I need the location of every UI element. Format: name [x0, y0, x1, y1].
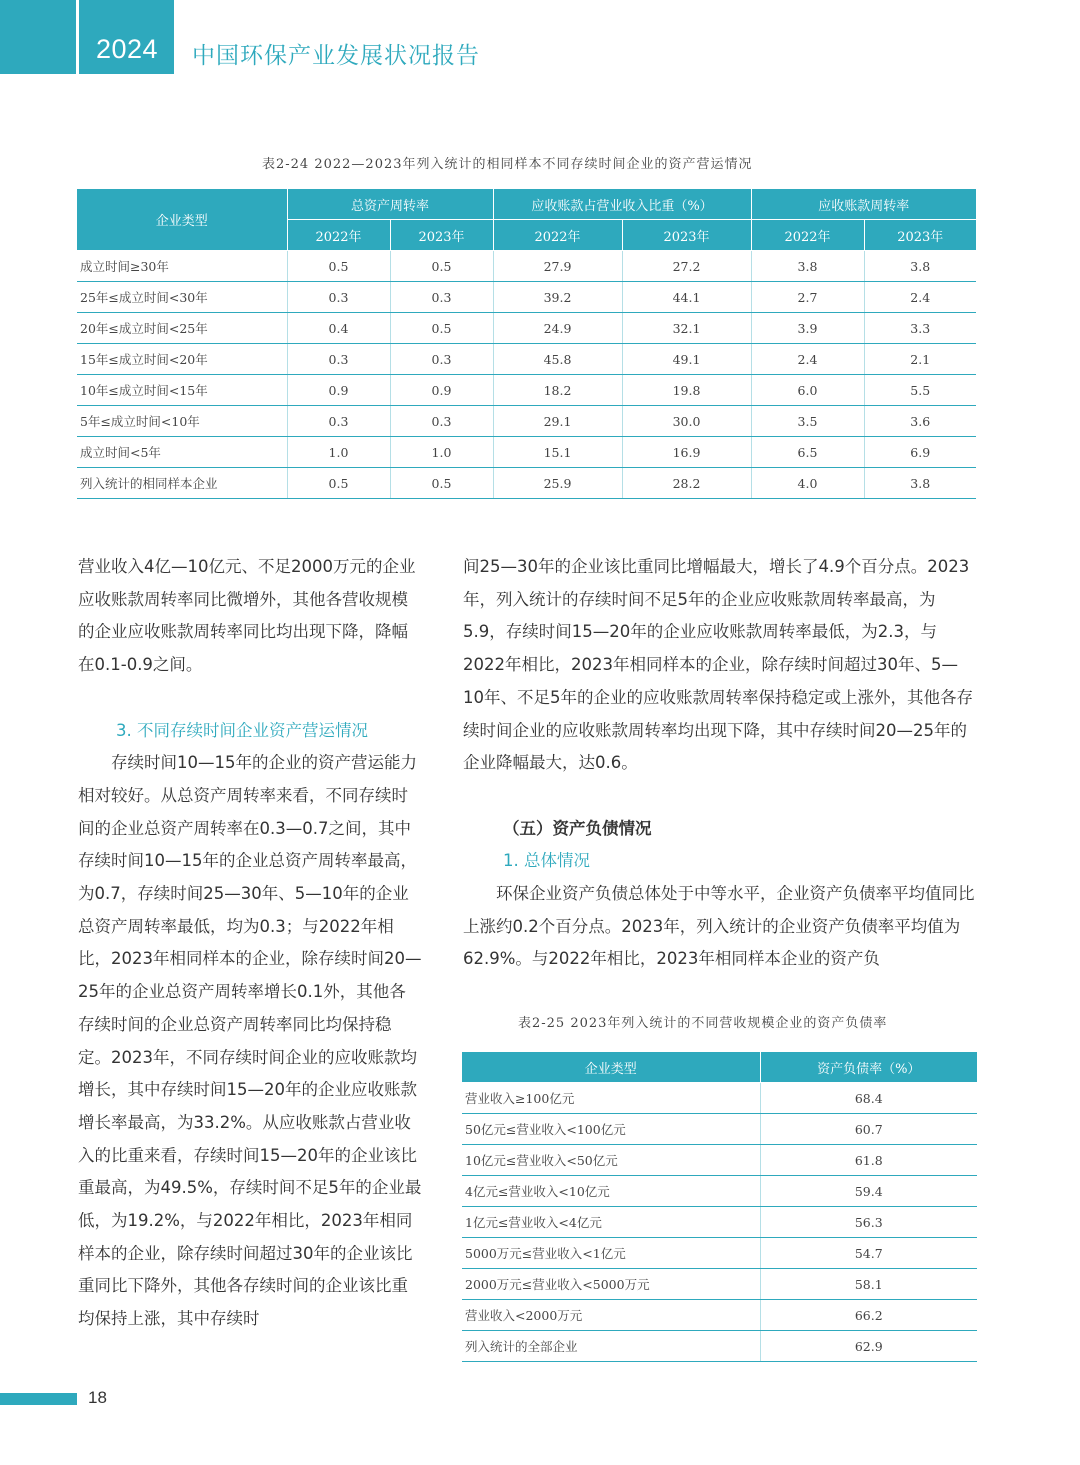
table1-group-header: 应收账款占营业收入比重（%）	[493, 189, 751, 220]
cell: 0.9	[390, 375, 493, 406]
table-row	[462, 1114, 977, 1145]
cell: 66.2	[760, 1300, 977, 1331]
right-column	[463, 551, 977, 976]
cell: 24.9	[493, 313, 622, 344]
row-label: 50亿元≤营业收入<100亿元	[462, 1114, 760, 1145]
cell: 0.5	[287, 251, 390, 282]
cell: 3.5	[751, 406, 864, 437]
cell: 0.5	[390, 251, 493, 282]
body-paragraph: 间25—30年的企业该比重同比增幅最大，增长了4.9个百分点。2023年，列入统计的存续时间不足5年的企业应收账款周转率最高，为5.9，存续时间15—20年的企业应收账款周转率最低，为2.3，与2022年相比，2023年相同样本的企业，除存续时间超过30年、5—10年、不足5年的企业的应收账款周转率保持稳定或上涨外，其他各存续时间企业的应收账款周转率均出现下降，其中存续时间20—25年的企业降幅最大，达0.6。	[463, 557, 973, 773]
row-label: 成立时间<5年	[77, 437, 287, 468]
left-column	[78, 551, 422, 1336]
body-paragraph: 环保企业资产负债总体处于中等水平，企业资产负债率平均值同比上涨约0.2个百分点。2023年，列入统计的企业资产负债率平均值为62.9%。与2022年相比，2023年相同样本企业的资产负	[463, 884, 975, 969]
row-label: 5年≤成立时间<10年	[77, 406, 287, 437]
table1-year-header: 2023年	[390, 220, 493, 251]
row-label: 营业收入<2000万元	[462, 1300, 760, 1331]
table2	[462, 1052, 977, 1362]
row-label: 列入统计的全部企业	[462, 1331, 760, 1362]
footer-bar	[0, 1393, 77, 1405]
table-row	[462, 1331, 977, 1362]
cell: 3.8	[864, 251, 976, 282]
section-subheading: 3. 不同存续时间企业资产营运情况	[116, 720, 368, 740]
cell: 2.4	[751, 344, 864, 375]
row-label: 4亿元≤营业收入<10亿元	[462, 1176, 760, 1207]
cell: 25.9	[493, 468, 622, 499]
cell: 28.2	[622, 468, 751, 499]
cell: 3.8	[751, 251, 864, 282]
cell: 3.9	[751, 313, 864, 344]
section-subheading: 1. 总体情况	[503, 851, 590, 871]
table-row	[462, 1269, 977, 1300]
cell: 62.9	[760, 1331, 977, 1362]
table1	[77, 189, 976, 499]
spacer	[78, 682, 422, 715]
cell: 2.1	[864, 344, 976, 375]
header-divider	[76, 0, 79, 74]
table1-year-header: 2023年	[622, 220, 751, 251]
cell: 3.3	[864, 313, 976, 344]
cell: 60.7	[760, 1114, 977, 1145]
table1-caption: 表2-24 2022—2023年列入统计的相同样本不同存续时间企业的资产营运情况	[262, 157, 753, 172]
table-row	[462, 1300, 977, 1331]
cell: 0.3	[287, 282, 390, 313]
cell: 0.3	[287, 344, 390, 375]
cell: 30.0	[622, 406, 751, 437]
table2-header-value: 资产负债率（%）	[760, 1052, 977, 1083]
table-row	[77, 375, 976, 406]
section-heading: （五）资产负债情况	[503, 818, 652, 838]
cell: 27.9	[493, 251, 622, 282]
row-label: 1亿元≤营业收入<4亿元	[462, 1207, 760, 1238]
cell: 6.5	[751, 437, 864, 468]
table1-year-header: 2023年	[864, 220, 976, 251]
row-label: 25年≤成立时间<30年	[77, 282, 287, 313]
row-label: 列入统计的相同样本企业	[77, 468, 287, 499]
cell: 0.3	[390, 406, 493, 437]
table-row	[462, 1176, 977, 1207]
row-label: 5000万元≤营业收入<1亿元	[462, 1238, 760, 1269]
cell: 44.1	[622, 282, 751, 313]
cell: 3.6	[864, 406, 976, 437]
cell: 0.5	[390, 468, 493, 499]
header-year: 2024	[96, 34, 159, 64]
table2-header-type: 企业类型	[462, 1052, 760, 1083]
cell: 18.2	[493, 375, 622, 406]
spacer	[463, 780, 977, 813]
table1-year-header: 2022年	[493, 220, 622, 251]
body-paragraph: 营业收入4亿—10亿元、不足2000万元的企业应收账款周转率同比微增外，其他各营收规模的企业应收账款周转率同比均出现下降，降幅在0.1-0.9之间。	[78, 557, 416, 675]
row-label: 2000万元≤营业收入<5000万元	[462, 1269, 760, 1300]
table-row	[77, 344, 976, 375]
table-row	[77, 406, 976, 437]
cell: 68.4	[760, 1083, 977, 1114]
cell: 4.0	[751, 468, 864, 499]
cell: 2.7	[751, 282, 864, 313]
cell: 39.2	[493, 282, 622, 313]
cell: 1.0	[390, 437, 493, 468]
row-label: 15年≤成立时间<20年	[77, 344, 287, 375]
row-label: 营业收入≥100亿元	[462, 1083, 760, 1114]
cell: 27.2	[622, 251, 751, 282]
body-paragraph: 存续时间10—15年的企业的资产营运能力相对较好。从总资产周转率来看，不同存续时间的企业总资产周转率在0.3—0.7之间，其中存续时间10—15年的企业总资产周转率最高，为0.7，存续时间25—30年、5—10年的企业总资产周转率最低，均为0.3；与2022年相比，2023年相同样本的企业，除存续时间20—25年的企业总资产周转率增长0.1外，其他各存续时间的企业总资产周转率同比均保持稳定。2023年，不同存续时间企业的应收账款均增长，其中存续时间15—20年的企业应收账款增长率最高，为33.2%。从应收账款占营业收入的比重来看，存续时间15—20年的企业该比重最高，为49.5%，存续时间不足5年的企业最低，为19.2%，与2022年相比，2023年相同样本的企业，除存续时间超过30年的企业该比重同比下降外，其他各存续时间的企业该比重均保持上涨，其中存续时	[78, 753, 422, 1329]
cell: 0.5	[287, 468, 390, 499]
cell: 45.8	[493, 344, 622, 375]
cell: 0.9	[287, 375, 390, 406]
cell: 58.1	[760, 1269, 977, 1300]
table-row	[462, 1207, 977, 1238]
cell: 0.3	[390, 344, 493, 375]
cell: 15.1	[493, 437, 622, 468]
cell: 0.5	[390, 313, 493, 344]
table1-group-header: 应收账款周转率	[751, 189, 976, 220]
cell: 0.3	[390, 282, 493, 313]
cell: 59.4	[760, 1176, 977, 1207]
cell: 32.1	[622, 313, 751, 344]
cell: 29.1	[493, 406, 622, 437]
table-row	[77, 313, 976, 344]
cell: 49.1	[622, 344, 751, 375]
report-title: 中国环保产业发展状况报告	[192, 43, 480, 69]
table-row	[77, 251, 976, 282]
cell: 5.5	[864, 375, 976, 406]
table1-year-header: 2022年	[287, 220, 390, 251]
cell: 2.4	[864, 282, 976, 313]
table2-caption: 表2-25 2023年列入统计的不同营收规模企业的资产负债率	[518, 1016, 888, 1031]
table-row	[77, 437, 976, 468]
cell: 6.0	[751, 375, 864, 406]
row-label: 成立时间≥30年	[77, 251, 287, 282]
cell: 54.7	[760, 1238, 977, 1269]
table1-year-header: 2022年	[751, 220, 864, 251]
cell: 0.4	[287, 313, 390, 344]
cell: 3.8	[864, 468, 976, 499]
table-row	[462, 1145, 977, 1176]
table-row	[77, 282, 976, 313]
row-label: 20年≤成立时间<25年	[77, 313, 287, 344]
row-label: 10亿元≤营业收入<50亿元	[462, 1145, 760, 1176]
cell: 16.9	[622, 437, 751, 468]
table-row	[462, 1238, 977, 1269]
table-row	[462, 1083, 977, 1114]
cell: 56.3	[760, 1207, 977, 1238]
table1-header-type: 企业类型	[77, 189, 287, 251]
cell: 0.3	[287, 406, 390, 437]
table1-group-header: 总资产周转率	[287, 189, 493, 220]
cell: 6.9	[864, 437, 976, 468]
table-row	[77, 468, 976, 499]
cell: 61.8	[760, 1145, 977, 1176]
cell: 19.8	[622, 375, 751, 406]
row-label: 10年≤成立时间<15年	[77, 375, 287, 406]
page-number: 18	[88, 1388, 107, 1407]
cell: 1.0	[287, 437, 390, 468]
